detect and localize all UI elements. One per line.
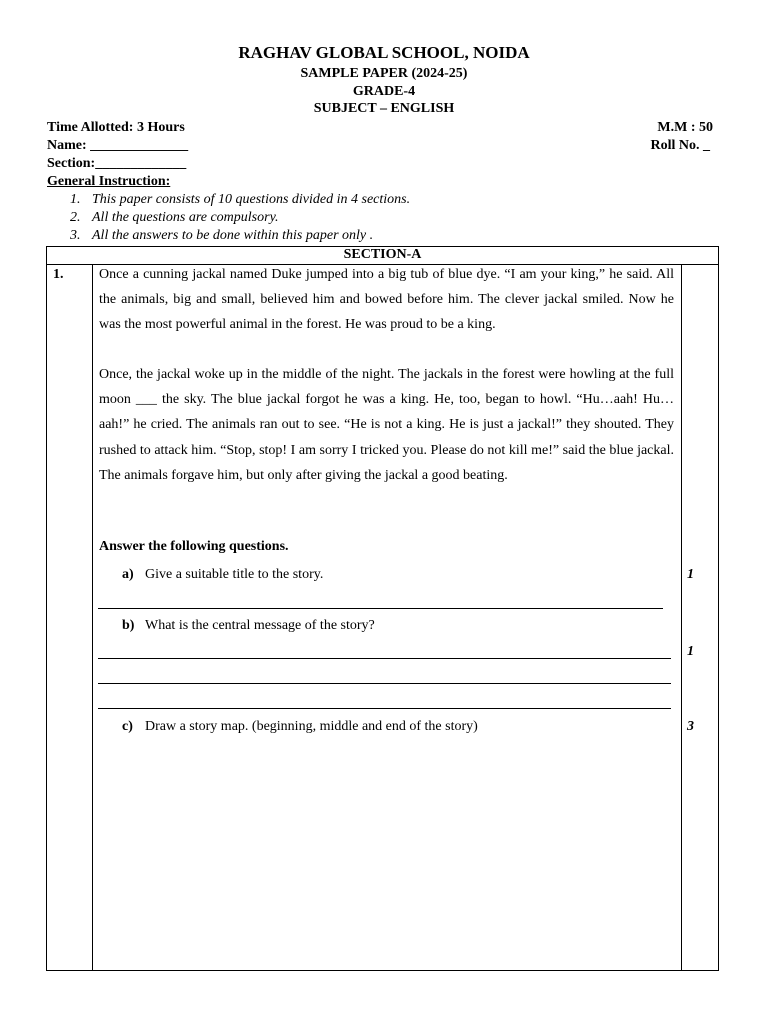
instruction-text: All the questions are compulsory. xyxy=(92,210,279,225)
subquestion-label: a) xyxy=(122,567,134,582)
instruction-text: All the answers to be done within this paper only . xyxy=(92,228,374,243)
subquestion-c xyxy=(122,719,478,735)
roll-number-field: Roll No. _ xyxy=(650,138,710,153)
marks-label: 1 xyxy=(687,644,694,659)
questions-prompt: Answer the following questions. xyxy=(99,539,289,554)
instruction-number: 2. xyxy=(70,210,81,225)
max-marks: M.M : 50 xyxy=(657,120,713,135)
subquestion-text: What is the central message of the story? xyxy=(145,618,375,633)
school-name: RAGHAV GLOBAL SCHOOL, NOIDA xyxy=(238,43,530,62)
subquestion-label: c) xyxy=(122,719,133,734)
subject-label: SUBJECT – ENGLISH xyxy=(313,101,455,116)
column-divider xyxy=(681,264,682,970)
section-a-table xyxy=(46,246,719,971)
subquestion-b xyxy=(122,618,375,634)
story-paragraph: Once a cunning jackal named Duke jumped into a big tub of blue dye. “I am your king,” he said. All the animals, big and small, believed him and bowed before him. The clever jackal smiled. Now he was the most powerful animal in the forest. He was proud to be a king. xyxy=(99,267,674,333)
time-allotted: Time Allotted: 3 Hours xyxy=(47,120,185,135)
answer-line[interactable] xyxy=(98,708,671,709)
question-number: 1. xyxy=(53,267,64,282)
answer-line[interactable] xyxy=(98,658,671,659)
instruction-text: This paper consists of 10 questions divided in 4 sections. xyxy=(92,192,411,207)
name-field: Name: ______________ xyxy=(47,138,189,153)
instruction-item xyxy=(70,228,373,244)
instruction-number: 3. xyxy=(70,228,81,243)
section-a-title: SECTION-A xyxy=(47,247,718,265)
answer-line[interactable] xyxy=(98,683,671,684)
subquestion-label: b) xyxy=(122,618,135,633)
grade-label: GRADE-4 xyxy=(352,84,416,99)
subquestion-text: Give a suitable title to the story. xyxy=(145,567,324,582)
instruction-item xyxy=(70,192,410,208)
story-paragraph: Once, the jackal woke up in the middle of the night. The jackals in the forest were howling at the full moon ___ the sky. The blue jackal forgot he was a king. He, too, began to howl. “Hu…aah! Hu…aah!” he cried. The animals ran out to see. “He is not a king. He is just a jackal!” they shouted. They rushed to attack him. “Stop, stop! I am sorry I tricked you. Please do not kill me!” said the blue jackal. The animals forgave him, but only after giving the jackal a good beating. xyxy=(99,367,674,483)
instruction-number: 1. xyxy=(70,192,81,207)
marks-label: 1 xyxy=(687,567,694,582)
answer-line[interactable] xyxy=(98,608,663,609)
marks-label: 3 xyxy=(687,719,694,734)
section-field: Section:_____________ xyxy=(47,156,187,171)
subquestion-a xyxy=(122,567,323,583)
subquestion-text: Draw a story map. (beginning, middle and end of the story) xyxy=(145,719,478,734)
column-divider xyxy=(92,264,93,970)
instruction-item xyxy=(70,210,279,226)
instructions-heading: General Instruction: xyxy=(47,174,171,189)
paper-title: SAMPLE PAPER (2024-25) xyxy=(300,66,468,81)
